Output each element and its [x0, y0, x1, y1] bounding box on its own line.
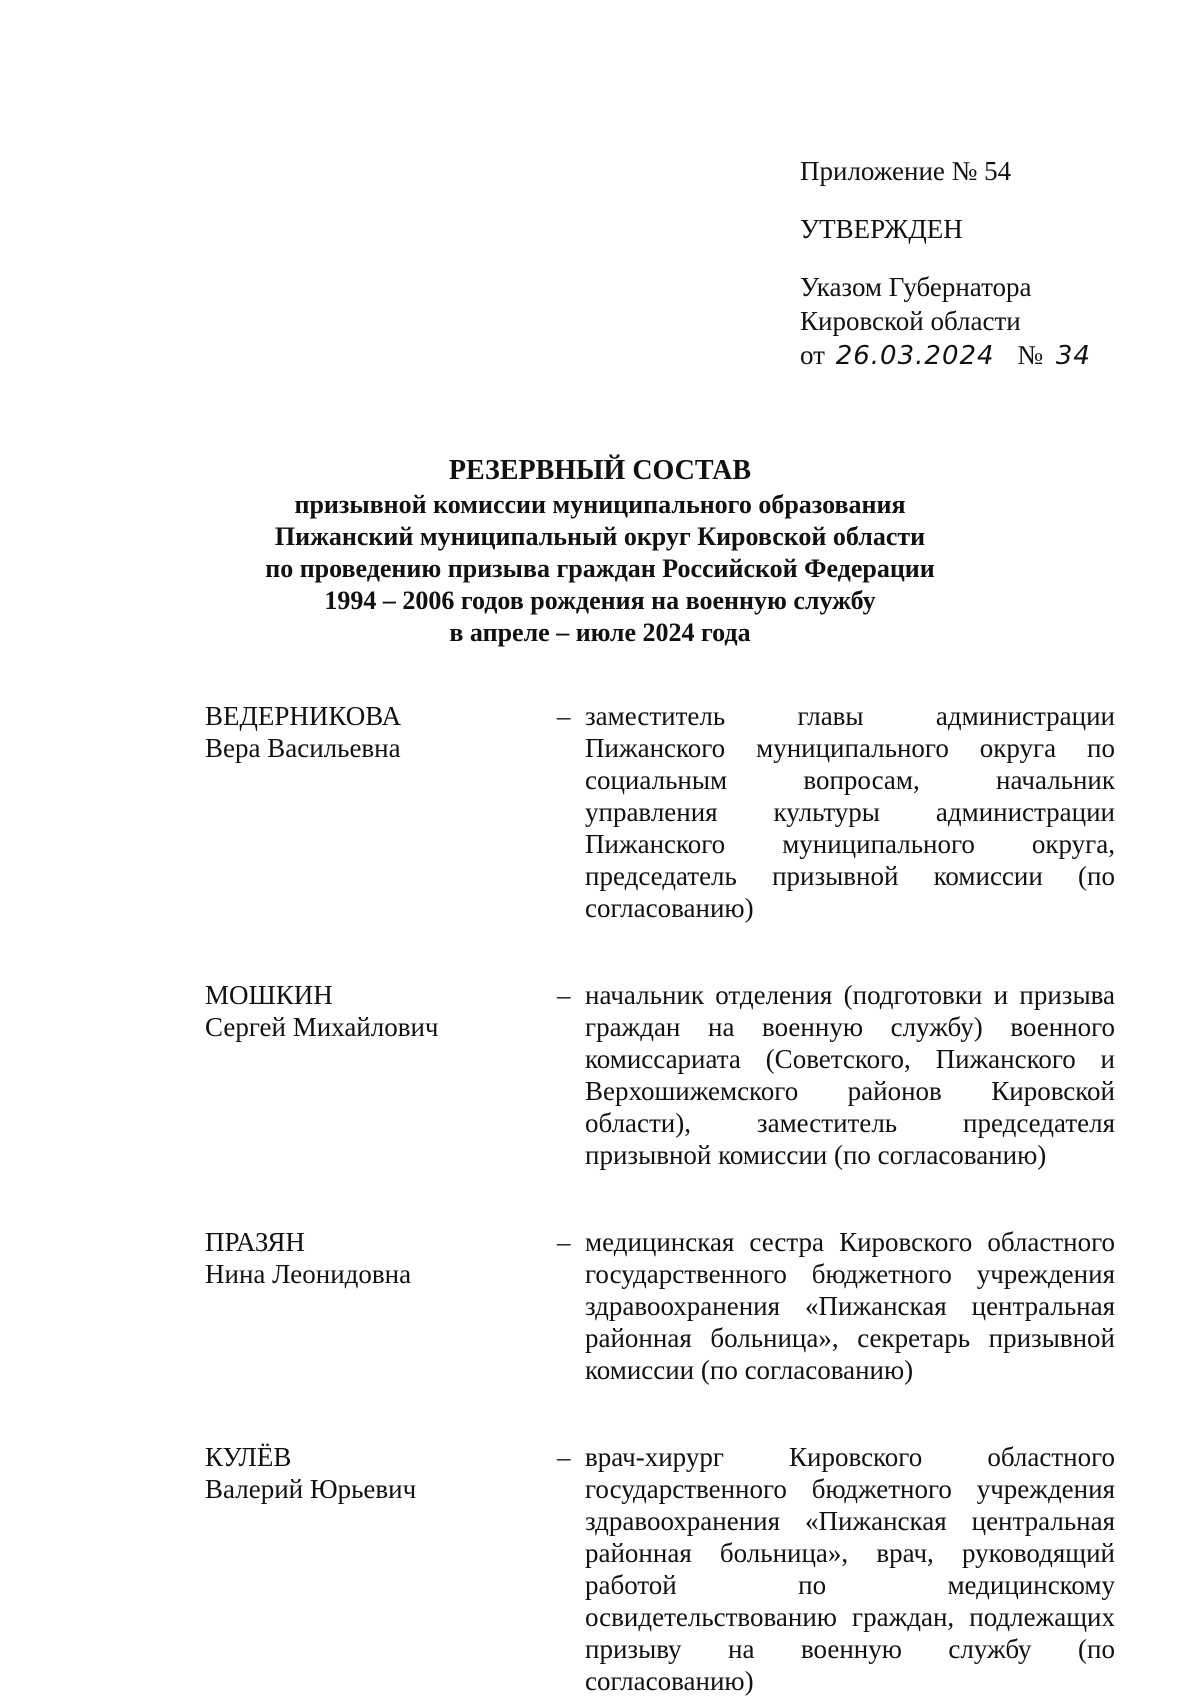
member-dash: – [557, 701, 571, 731]
member-role: медицинская сестра Кировского областного государственного бюджетного учреждения здравоохранения «Пижанская центральная районная больница», секретарь призывной комиссии (по согласованию) [585, 1227, 1115, 1385]
handwritten-date: 26.03.2024 [835, 341, 995, 371]
approval-block [800, 154, 1091, 373]
member-surname: ВЕДЕРНИКОВА [205, 701, 402, 731]
members-list [205, 700, 1125, 1697]
member-name [205, 1441, 555, 1505]
member-surname: ПРАЗЯН [205, 1227, 305, 1257]
member-role: начальник отделения (подготовки и призыва граждан на военную службу) военного комиссариата (Советского, Пижанского и Верхошижемского районов Кировской области), заместитель председателя призывной комиссии (по согласованию) [585, 980, 1115, 1170]
member-role: заместитель главы администрации Пижанского муниципального округа по социальным вопросам, начальник управления культуры администрации Пижанского муниципального округа, председатель призывной комиссии (по согласованию) [585, 701, 1115, 923]
title-line: Пижанский муниципальный округ Кировской области [274, 522, 926, 551]
decree-line-1: Указом Губернатора [800, 272, 1032, 302]
member-name [205, 979, 555, 1043]
member-role: врач-хирург Кировского областного государственного бюджетного учреждения здравоохранения «Пижанская центральная районная больница», врач, руководящий работой по медицинскому освидетельствованию граждан, подлежащих призыву на военную службу (по согласованию) [585, 1442, 1115, 1696]
approved-stamp-text: УТВЕРЖДЕН [800, 214, 963, 244]
member-dash: – [557, 1442, 571, 1472]
title-main: РЕЗЕРВНЫЙ СОСТАВ [448, 455, 752, 486]
member-dash: – [557, 1227, 571, 1257]
member-dash: – [557, 980, 571, 1010]
number-sign: № [1017, 340, 1044, 370]
member-surname: КУЛЁВ [205, 1442, 292, 1472]
member-given-name: Валерий Юрьевич [205, 1474, 417, 1504]
decree-line-2: Кировской области [800, 306, 1021, 336]
document-title [160, 455, 1040, 649]
title-line: в апреле – июле 2024 года [449, 618, 751, 647]
title-line: 1994 – 2006 годов рождения на военную службу [324, 586, 876, 615]
member-entry [205, 1226, 1125, 1386]
handwritten-number: 34 [1055, 341, 1091, 371]
member-entry [205, 979, 1125, 1171]
member-entry [205, 1441, 1125, 1697]
member-name [205, 700, 555, 764]
date-prefix: от [800, 340, 825, 370]
appendix-label: Приложение № 54 [800, 156, 1012, 186]
member-entry [205, 700, 1125, 924]
member-given-name: Сергей Михайлович [205, 1012, 439, 1042]
member-name [205, 1226, 555, 1290]
member-surname: МОШКИН [205, 980, 333, 1010]
member-given-name: Вера Васильевна [205, 733, 401, 763]
member-given-name: Нина Леонидовна [205, 1259, 412, 1289]
decree-date-line [800, 338, 1091, 373]
title-line: по проведению призыва граждан Российской Федерации [265, 554, 935, 583]
title-line: призывной комиссии муниципального образования [294, 490, 906, 519]
